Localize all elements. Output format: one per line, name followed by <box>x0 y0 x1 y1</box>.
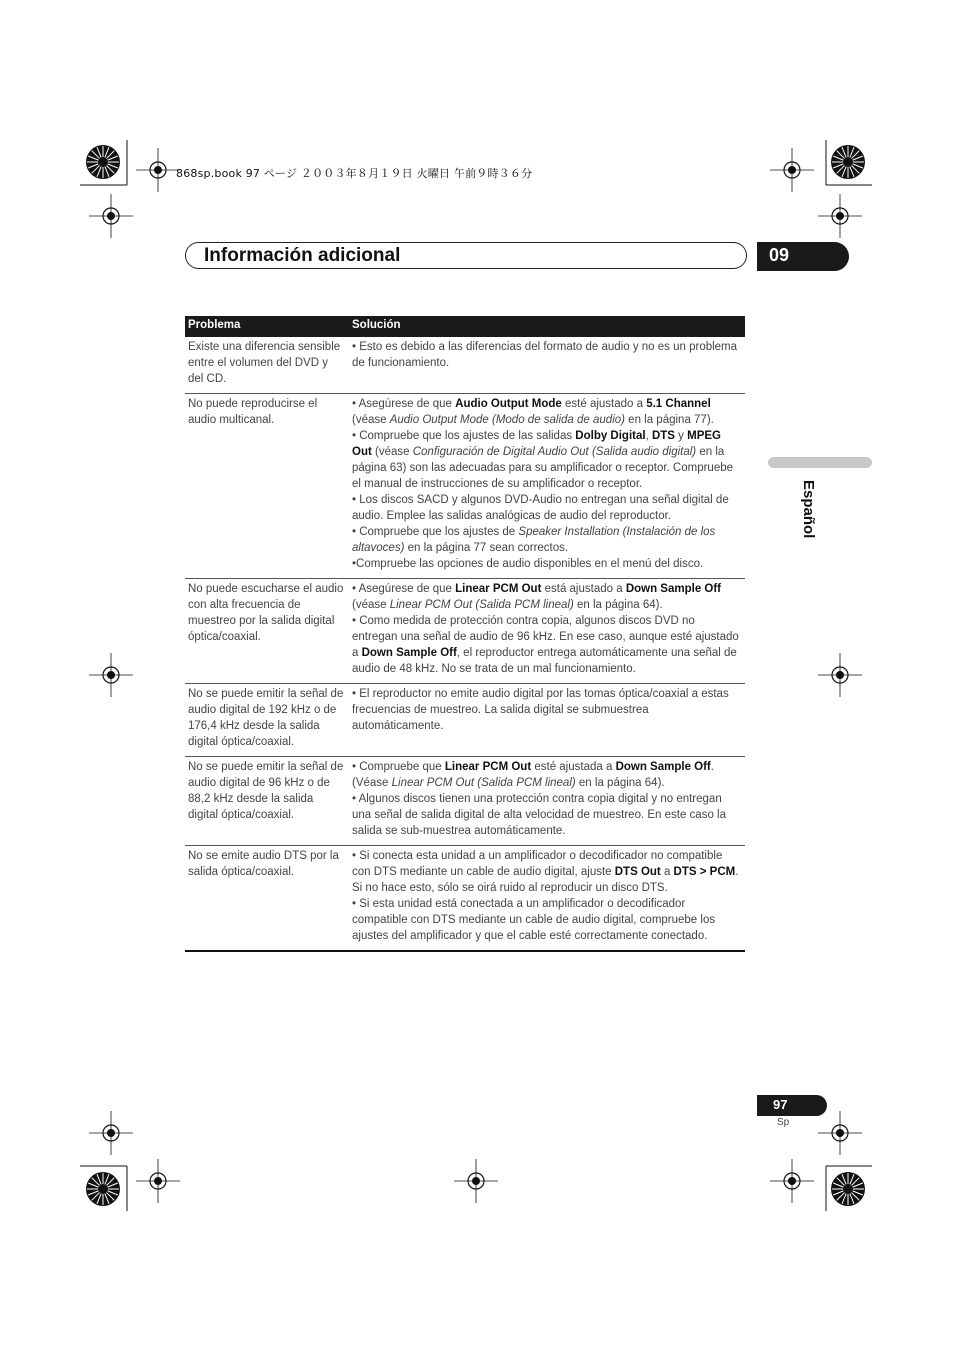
solution-paragraph <box>352 396 743 428</box>
solution-cell <box>348 394 745 578</box>
solution-text: en la página 63) son las adecuadas para su amplificador o receptor. Compruebe el manual de instrucciones de su amplificador o receptor. <box>352 446 734 490</box>
solution-text: (véase <box>352 414 390 426</box>
header-problem: Problema <box>188 319 241 331</box>
solution-text: • Los discos SACD y algunos DVD-Audio no entregan una señal digital de audio. Emplee las salidas analógicas de audio del reproductor. <box>352 494 729 522</box>
solution-text: . (Véase <box>352 761 714 789</box>
reference-title: Linear PCM Out (Salida PCM lineal) <box>391 777 576 789</box>
table-row <box>185 394 745 579</box>
chapter-tab <box>757 242 849 271</box>
table-header <box>185 316 745 337</box>
solution-text: • Asegúrese de que <box>352 398 456 410</box>
reference-title: Linear PCM Out (Salida PCM lineal) <box>389 599 574 611</box>
solution-paragraph <box>352 524 743 556</box>
solution-text: (véase <box>371 446 413 458</box>
solution-paragraph <box>352 896 743 944</box>
setting-name: Down Sample Off <box>625 583 722 595</box>
problem-cell: No se puede emitir la señal de audio digital de 96 kHz o de 88,2 kHz desde la salida digital óptica/coaxial. <box>188 761 344 821</box>
solution-paragraph <box>352 581 743 613</box>
setting-name: DTS > PCM <box>673 866 736 878</box>
header-solution: Solución <box>352 319 401 331</box>
table-row <box>185 684 745 757</box>
solution-cell <box>348 846 745 950</box>
solution-text: • Si esta unidad está conectada a un amplificador o decodificador compatible con DTS mediante un cable de audio digital, compruebe los ajustes del amplificador y que el cable esté correctamente conectado. <box>352 898 716 942</box>
setting-name: Audio Output Mode <box>455 398 562 410</box>
solution-paragraph <box>352 686 743 734</box>
solution-text: esté ajustada a <box>531 761 616 773</box>
solution-text: en la página 64). <box>573 599 663 611</box>
solution-text: , <box>645 430 652 442</box>
problem-cell: No se puede emitir la señal de audio digital de 192 kHz o de 176,4 kHz desde la salida digital óptica/coaxial. <box>188 688 344 748</box>
solution-text: • Compruebe que <box>352 761 445 773</box>
solution-text: • El reproductor no emite audio digital por las tomas óptica/coaxial a estas frecuencias de muestreo. La salida digital se submuestrea automáticamente. <box>352 688 729 732</box>
setting-name: Linear PCM Out <box>455 583 542 595</box>
solution-text: en la página 77 sean correctos. <box>404 542 569 554</box>
table-row <box>185 757 745 846</box>
section-header <box>185 242 747 269</box>
solution-text: esté ajustado a <box>561 398 647 410</box>
reference-title: Configuración de Digital Audio Out (Salida audio digital) <box>412 446 697 458</box>
solution-text: • Si conecta esta unidad a un amplificador o decodificador no compatible con DTS mediante un cable de audio digital, ajuste <box>352 850 723 878</box>
reference-title: Audio Output Mode (Modo de salida de audio) <box>389 414 625 426</box>
setting-name: DTS Out <box>614 866 661 878</box>
setting-name: Dolby Digital <box>575 430 646 442</box>
solution-text: • Como medida de protección contra copia, algunos discos DVD no entregan una señal de audio de 96 kHz. En ese caso, aunque esté ajustado a <box>352 615 739 659</box>
solution-text: y <box>674 430 688 442</box>
solution-text: • Compruebe que los ajustes de las salidas <box>352 430 576 442</box>
solution-text: • Algunos discos tienen una protección contra copia digital y no entregan una señal de salida digital de alta velocidad de muestreo. En este caso la salida se sub-muestrea automáticamente. <box>352 793 726 837</box>
file-header: 868sp.book 97 ページ ２００３年８月１９日 火曜日 午前９時３６分 <box>176 167 533 180</box>
solution-text: • Asegúrese de que <box>352 583 456 595</box>
table-row <box>185 846 745 952</box>
table-body <box>185 337 745 952</box>
solution-text: (véase <box>352 599 390 611</box>
solution-text: • Compruebe que los ajustes de <box>352 526 519 538</box>
solution-paragraph <box>352 613 743 677</box>
solution-paragraph <box>352 759 743 791</box>
page-language: Sp <box>777 1117 790 1128</box>
language-bar <box>768 457 872 468</box>
problem-cell: No puede escucharse el audio con alta frecuencia de muestreo por la salida digital óptica/coaxial. <box>188 583 344 643</box>
setting-name: MPEG Out <box>352 430 721 458</box>
chapter-number: 09 <box>769 245 790 265</box>
solution-paragraph <box>352 791 743 839</box>
solution-cell <box>348 337 745 393</box>
solution-cell <box>348 579 745 683</box>
setting-name: 5.1 Channel <box>646 398 711 410</box>
table-row <box>185 337 745 394</box>
language-label: Español <box>800 480 817 539</box>
table-row <box>185 579 745 684</box>
solution-paragraph <box>352 848 743 896</box>
solution-text: está ajustado a <box>541 583 626 595</box>
setting-name: Down Sample Off <box>361 647 457 659</box>
problem-cell: No se emite audio DTS por la salida óptica/coaxial. <box>188 850 339 878</box>
setting-name: Linear PCM Out <box>444 761 532 773</box>
solution-cell <box>348 757 745 845</box>
solution-text: •Compruebe las opciones de audio disponibles en el menú del disco. <box>352 558 704 570</box>
setting-name: DTS <box>651 430 675 442</box>
solution-paragraph <box>352 556 743 572</box>
solution-paragraph <box>352 339 743 371</box>
solution-paragraph <box>352 428 743 492</box>
solution-paragraph <box>352 492 743 524</box>
problem-cell: Existe una diferencia sensible entre el volumen del DVD y del CD. <box>188 341 341 385</box>
reference-title: Speaker Installation (Instalación de los altavoces) <box>352 526 716 554</box>
troubleshooting-table <box>185 316 745 952</box>
section-title: Información adicional <box>204 245 401 266</box>
solution-text: , el reproductor entrega automáticamente una señal de audio de 48 kHz. No se trata de un mal funcionamiento. <box>352 647 737 675</box>
page-number-tab <box>757 1095 827 1116</box>
solution-text: . Si no hace esto, sólo se oirá ruido al reproducir un disco DTS. <box>352 866 739 894</box>
problem-cell: No puede reproducirse el audio multicanal. <box>188 398 318 426</box>
solution-cell <box>348 684 745 756</box>
solution-text: a <box>660 866 674 878</box>
solution-text: • Esto es debido a las diferencias del formato de audio y no es un problema de funcionamiento. <box>352 341 738 369</box>
solution-text: en la página 77). <box>624 414 714 426</box>
page-number: 97 <box>773 1097 788 1112</box>
solution-text: en la página 64). <box>575 777 665 789</box>
setting-name: Down Sample Off <box>615 761 711 773</box>
